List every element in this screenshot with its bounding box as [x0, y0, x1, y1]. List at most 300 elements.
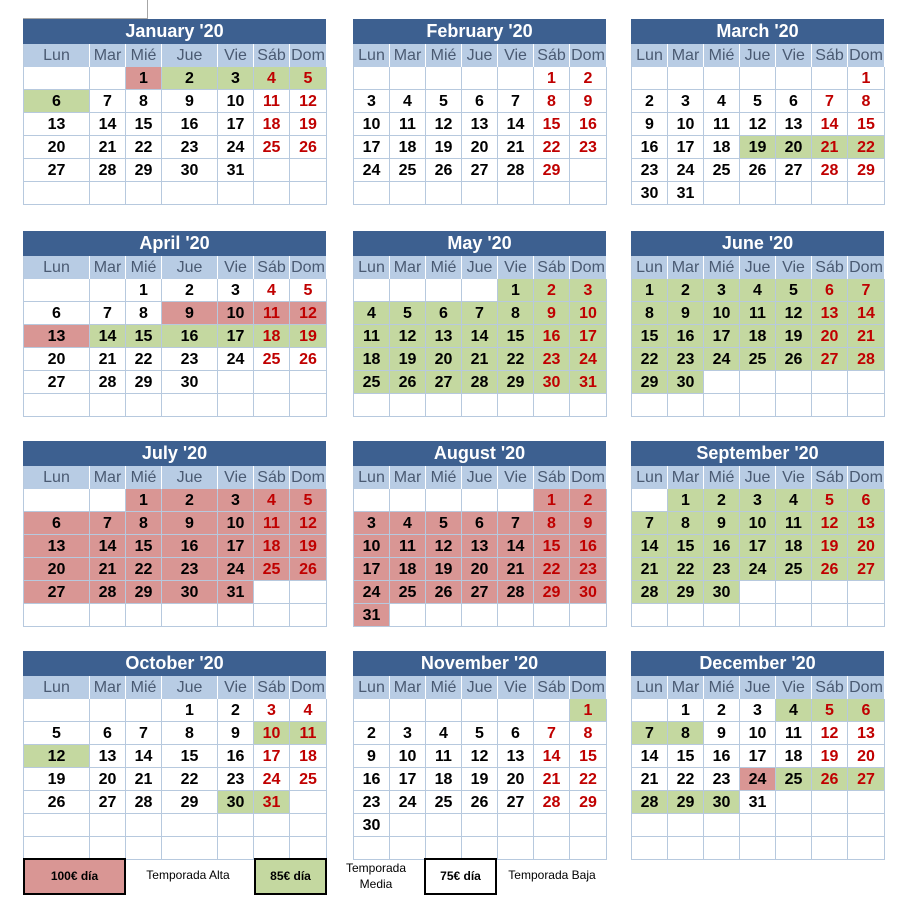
day-cell: 31	[668, 182, 704, 205]
empty-cell	[354, 67, 390, 90]
empty-cell	[498, 394, 534, 417]
empty-cell	[776, 67, 812, 90]
day-cell: 23	[162, 348, 218, 371]
month-grid	[631, 44, 884, 205]
empty-cell	[254, 394, 290, 417]
empty-cell	[254, 182, 290, 205]
empty-cell	[632, 814, 668, 837]
day-cell: 13	[498, 745, 534, 768]
day-cell: 18	[254, 325, 290, 348]
day-cell: 23	[570, 136, 607, 159]
day-cell: 6	[462, 90, 498, 113]
empty-cell	[740, 604, 776, 627]
day-cell: 24	[218, 136, 254, 159]
day-cell: 21	[90, 348, 126, 371]
day-cell: 19	[740, 136, 776, 159]
day-cell: 20	[426, 348, 462, 371]
day-cell: 27	[426, 371, 462, 394]
empty-cell	[426, 67, 462, 90]
day-cell: 2	[704, 699, 740, 722]
day-cell: 28	[498, 159, 534, 182]
day-cell: 2	[162, 279, 218, 302]
weekday-header: Dom	[290, 44, 327, 67]
weekday-header: Lun	[632, 256, 668, 279]
empty-cell	[776, 182, 812, 205]
empty-cell	[812, 814, 848, 837]
day-cell: 22	[534, 136, 570, 159]
empty-cell	[704, 837, 740, 860]
day-cell: 24	[704, 348, 740, 371]
day-cell: 4	[254, 489, 290, 512]
day-cell: 9	[162, 302, 218, 325]
empty-cell	[848, 604, 885, 627]
day-cell: 16	[704, 535, 740, 558]
day-cell: 2	[162, 489, 218, 512]
empty-cell	[90, 837, 126, 860]
day-cell: 8	[668, 722, 704, 745]
day-cell: 23	[632, 159, 668, 182]
weekday-header: Lun	[354, 44, 390, 67]
day-cell: 26	[812, 558, 848, 581]
day-cell: 29	[668, 581, 704, 604]
day-cell: 28	[90, 371, 126, 394]
month-title: April '20	[23, 231, 326, 256]
day-cell: 27	[462, 581, 498, 604]
empty-cell	[534, 699, 570, 722]
day-cell: 14	[848, 302, 885, 325]
weekday-header: Mar	[90, 44, 126, 67]
day-cell: 16	[570, 113, 607, 136]
day-cell: 8	[668, 512, 704, 535]
day-cell: 25	[290, 768, 327, 791]
day-cell: 26	[812, 768, 848, 791]
legend-media-swatch	[254, 858, 327, 895]
day-cell: 27	[848, 768, 885, 791]
legend-alta-label: Temporada Alta	[146, 868, 230, 882]
weekday-header: Mié	[126, 676, 162, 699]
empty-cell	[776, 814, 812, 837]
day-cell: 16	[162, 325, 218, 348]
day-cell: 22	[632, 348, 668, 371]
day-cell: 8	[498, 302, 534, 325]
month-grid	[353, 256, 606, 417]
legend-alta-swatch	[23, 858, 126, 895]
day-cell: 18	[254, 535, 290, 558]
day-cell: 3	[704, 279, 740, 302]
day-cell: 26	[426, 581, 462, 604]
day-cell: 30	[632, 182, 668, 205]
day-cell: 5	[290, 67, 327, 90]
empty-cell	[534, 394, 570, 417]
month-grid	[23, 44, 326, 205]
empty-cell	[462, 67, 498, 90]
day-cell: 27	[24, 581, 90, 604]
day-cell: 10	[740, 512, 776, 535]
day-cell: 2	[354, 722, 390, 745]
day-cell: 13	[848, 722, 885, 745]
day-cell: 24	[390, 791, 426, 814]
empty-cell	[162, 182, 218, 205]
day-cell: 7	[498, 512, 534, 535]
empty-cell	[740, 182, 776, 205]
empty-cell	[570, 604, 607, 627]
weekday-header: Jue	[462, 256, 498, 279]
empty-cell	[162, 814, 218, 837]
weekday-header: Sáb	[534, 44, 570, 67]
day-cell: 28	[462, 371, 498, 394]
day-cell: 28	[632, 581, 668, 604]
empty-cell	[126, 182, 162, 205]
day-cell: 14	[462, 325, 498, 348]
weekday-header: Sáb	[812, 256, 848, 279]
weekday-header: Sáb	[812, 676, 848, 699]
empty-cell	[498, 182, 534, 205]
day-cell: 10	[668, 113, 704, 136]
empty-cell	[290, 814, 327, 837]
empty-cell	[126, 604, 162, 627]
day-cell: 19	[290, 113, 327, 136]
day-cell: 8	[534, 512, 570, 535]
day-cell: 29	[126, 581, 162, 604]
day-cell: 24	[668, 159, 704, 182]
day-cell: 12	[426, 535, 462, 558]
day-cell: 5	[462, 722, 498, 745]
empty-cell	[570, 394, 607, 417]
empty-cell	[290, 394, 327, 417]
day-cell: 1	[668, 699, 704, 722]
day-cell: 9	[570, 90, 607, 113]
month-title: October '20	[23, 651, 326, 676]
day-cell: 12	[390, 325, 426, 348]
empty-cell	[704, 67, 740, 90]
day-cell: 24	[254, 768, 290, 791]
empty-cell	[704, 814, 740, 837]
month-title: December '20	[631, 651, 884, 676]
empty-cell	[740, 581, 776, 604]
day-cell: 22	[534, 558, 570, 581]
empty-cell	[90, 699, 126, 722]
day-cell: 3	[668, 90, 704, 113]
day-cell: 20	[776, 136, 812, 159]
weekday-header: Jue	[162, 466, 218, 489]
empty-cell	[426, 182, 462, 205]
month-11	[631, 651, 884, 860]
day-cell: 4	[354, 302, 390, 325]
day-cell: 23	[162, 136, 218, 159]
day-cell: 24	[354, 159, 390, 182]
weekday-header: Mié	[704, 256, 740, 279]
empty-cell	[740, 837, 776, 860]
day-cell: 25	[254, 558, 290, 581]
month-grid	[23, 676, 326, 860]
weekday-header: Vie	[218, 256, 254, 279]
day-cell: 15	[848, 113, 885, 136]
day-cell: 25	[390, 159, 426, 182]
day-cell: 6	[426, 302, 462, 325]
weekday-header: Lun	[24, 676, 90, 699]
day-cell: 10	[218, 90, 254, 113]
day-cell: 14	[90, 113, 126, 136]
day-cell: 19	[24, 768, 90, 791]
day-cell: 26	[776, 348, 812, 371]
day-cell: 17	[218, 113, 254, 136]
month-grid	[631, 676, 884, 860]
day-cell: 9	[704, 722, 740, 745]
empty-cell	[668, 394, 704, 417]
weekday-header: Vie	[498, 44, 534, 67]
day-cell: 15	[498, 325, 534, 348]
day-cell: 29	[534, 581, 570, 604]
weekday-header: Mié	[704, 676, 740, 699]
empty-cell	[570, 182, 607, 205]
empty-cell	[126, 394, 162, 417]
day-cell: 17	[218, 325, 254, 348]
empty-cell	[668, 814, 704, 837]
day-cell: 1	[534, 67, 570, 90]
day-cell: 6	[462, 512, 498, 535]
day-cell: 26	[462, 791, 498, 814]
day-cell: 17	[354, 558, 390, 581]
weekday-header: Sáb	[534, 676, 570, 699]
day-cell: 18	[704, 136, 740, 159]
empty-cell	[534, 814, 570, 837]
day-cell: 27	[812, 348, 848, 371]
day-cell: 9	[162, 512, 218, 535]
weekday-header: Vie	[498, 256, 534, 279]
day-cell: 8	[570, 722, 607, 745]
empty-cell	[90, 604, 126, 627]
day-cell: 23	[218, 768, 254, 791]
weekday-header: Mar	[668, 256, 704, 279]
day-cell: 12	[290, 90, 327, 113]
empty-cell	[90, 67, 126, 90]
day-cell: 8	[632, 302, 668, 325]
empty-cell	[390, 182, 426, 205]
day-cell: 5	[290, 489, 327, 512]
weekday-header: Vie	[776, 256, 812, 279]
weekday-header: Jue	[740, 466, 776, 489]
month-title: September '20	[631, 441, 884, 466]
day-cell: 2	[534, 279, 570, 302]
empty-cell	[462, 814, 498, 837]
day-cell: 24	[740, 768, 776, 791]
empty-cell	[812, 394, 848, 417]
day-cell: 13	[776, 113, 812, 136]
weekday-header: Jue	[162, 256, 218, 279]
day-cell: 24	[354, 581, 390, 604]
weekday-header: Mar	[90, 466, 126, 489]
empty-cell	[426, 489, 462, 512]
empty-cell	[24, 489, 90, 512]
weekday-header: Mar	[90, 256, 126, 279]
empty-cell	[462, 182, 498, 205]
day-cell: 5	[812, 489, 848, 512]
day-cell: 12	[426, 113, 462, 136]
day-cell: 30	[162, 581, 218, 604]
empty-cell	[776, 837, 812, 860]
empty-cell	[290, 604, 327, 627]
day-cell: 12	[462, 745, 498, 768]
day-cell: 3	[218, 67, 254, 90]
day-cell: 7	[632, 722, 668, 745]
day-cell: 18	[354, 348, 390, 371]
day-cell: 11	[254, 90, 290, 113]
empty-cell	[498, 814, 534, 837]
day-cell: 8	[162, 722, 218, 745]
empty-cell	[776, 371, 812, 394]
weekday-header: Mar	[390, 466, 426, 489]
day-cell: 17	[218, 535, 254, 558]
day-cell: 5	[426, 512, 462, 535]
weekday-header: Sáb	[534, 466, 570, 489]
day-cell: 12	[812, 512, 848, 535]
day-cell: 2	[632, 90, 668, 113]
day-cell: 21	[126, 768, 162, 791]
empty-cell	[90, 814, 126, 837]
day-cell: 31	[254, 791, 290, 814]
day-cell: 5	[812, 699, 848, 722]
day-cell: 29	[126, 159, 162, 182]
day-cell: 5	[24, 722, 90, 745]
legend-baja-label: Temporada Baja	[508, 868, 596, 882]
day-cell: 20	[812, 325, 848, 348]
empty-cell	[24, 814, 90, 837]
empty-cell	[390, 699, 426, 722]
day-cell: 3	[354, 90, 390, 113]
day-cell: 13	[24, 325, 90, 348]
weekday-header: Jue	[462, 676, 498, 699]
empty-cell	[354, 279, 390, 302]
month-grid	[353, 466, 606, 627]
day-cell: 16	[668, 325, 704, 348]
day-cell: 30	[162, 159, 218, 182]
month-grid	[353, 676, 606, 860]
day-cell: 8	[126, 302, 162, 325]
day-cell: 14	[498, 535, 534, 558]
day-cell: 13	[462, 113, 498, 136]
empty-cell	[812, 581, 848, 604]
top-corner-box	[23, 0, 148, 19]
month-10	[353, 651, 606, 860]
day-cell: 23	[668, 348, 704, 371]
day-cell: 4	[290, 699, 327, 722]
day-cell: 27	[24, 371, 90, 394]
day-cell: 28	[90, 581, 126, 604]
empty-cell	[90, 182, 126, 205]
day-cell: 28	[90, 159, 126, 182]
empty-cell	[218, 394, 254, 417]
day-cell: 7	[632, 512, 668, 535]
day-cell: 26	[290, 136, 327, 159]
day-cell: 15	[126, 535, 162, 558]
weekday-header: Sáb	[254, 256, 290, 279]
day-cell: 13	[24, 535, 90, 558]
empty-cell	[812, 837, 848, 860]
day-cell: 25	[776, 558, 812, 581]
day-cell: 13	[812, 302, 848, 325]
empty-cell	[668, 837, 704, 860]
day-cell: 15	[162, 745, 218, 768]
day-cell: 1	[126, 67, 162, 90]
day-cell: 7	[90, 302, 126, 325]
empty-cell	[218, 604, 254, 627]
empty-cell	[354, 394, 390, 417]
weekday-header: Lun	[354, 256, 390, 279]
day-cell: 11	[390, 535, 426, 558]
day-cell: 18	[426, 768, 462, 791]
day-cell: 6	[24, 90, 90, 113]
day-cell: 9	[632, 113, 668, 136]
weekday-header: Mar	[390, 256, 426, 279]
weekday-header: Mar	[668, 44, 704, 67]
day-cell: 11	[776, 722, 812, 745]
day-cell: 22	[848, 136, 885, 159]
day-cell: 6	[24, 512, 90, 535]
day-cell: 31	[354, 604, 390, 627]
day-cell: 27	[498, 791, 534, 814]
day-cell: 28	[632, 791, 668, 814]
day-cell: 10	[354, 535, 390, 558]
empty-cell	[354, 699, 390, 722]
day-cell: 15	[668, 535, 704, 558]
day-cell: 20	[498, 768, 534, 791]
day-cell: 4	[390, 90, 426, 113]
empty-cell	[704, 394, 740, 417]
day-cell: 27	[90, 791, 126, 814]
day-cell: 14	[90, 535, 126, 558]
empty-cell	[390, 394, 426, 417]
empty-cell	[776, 394, 812, 417]
empty-cell	[776, 581, 812, 604]
day-cell: 4	[776, 489, 812, 512]
day-cell: 23	[354, 791, 390, 814]
day-cell: 28	[498, 581, 534, 604]
empty-cell	[426, 699, 462, 722]
empty-cell	[24, 182, 90, 205]
empty-cell	[290, 581, 327, 604]
day-cell: 16	[632, 136, 668, 159]
empty-cell	[740, 394, 776, 417]
day-cell: 19	[812, 745, 848, 768]
day-cell: 13	[426, 325, 462, 348]
empty-cell	[426, 279, 462, 302]
day-cell: 11	[740, 302, 776, 325]
day-cell: 20	[462, 558, 498, 581]
empty-cell	[390, 604, 426, 627]
day-cell: 1	[570, 699, 607, 722]
day-cell: 24	[218, 348, 254, 371]
weekday-header: Mié	[426, 466, 462, 489]
empty-cell	[462, 699, 498, 722]
weekday-header: Sáb	[812, 44, 848, 67]
empty-cell	[632, 67, 668, 90]
day-cell: 12	[812, 722, 848, 745]
empty-cell	[90, 279, 126, 302]
empty-cell	[632, 489, 668, 512]
empty-cell	[90, 489, 126, 512]
month-0	[23, 19, 326, 205]
day-cell: 22	[126, 348, 162, 371]
empty-cell	[24, 699, 90, 722]
empty-cell	[632, 604, 668, 627]
day-cell: 5	[776, 279, 812, 302]
day-cell: 18	[390, 558, 426, 581]
weekday-header: Lun	[24, 44, 90, 67]
weekday-header: Jue	[740, 256, 776, 279]
day-cell: 18	[254, 113, 290, 136]
day-cell: 8	[848, 90, 885, 113]
empty-cell	[812, 604, 848, 627]
